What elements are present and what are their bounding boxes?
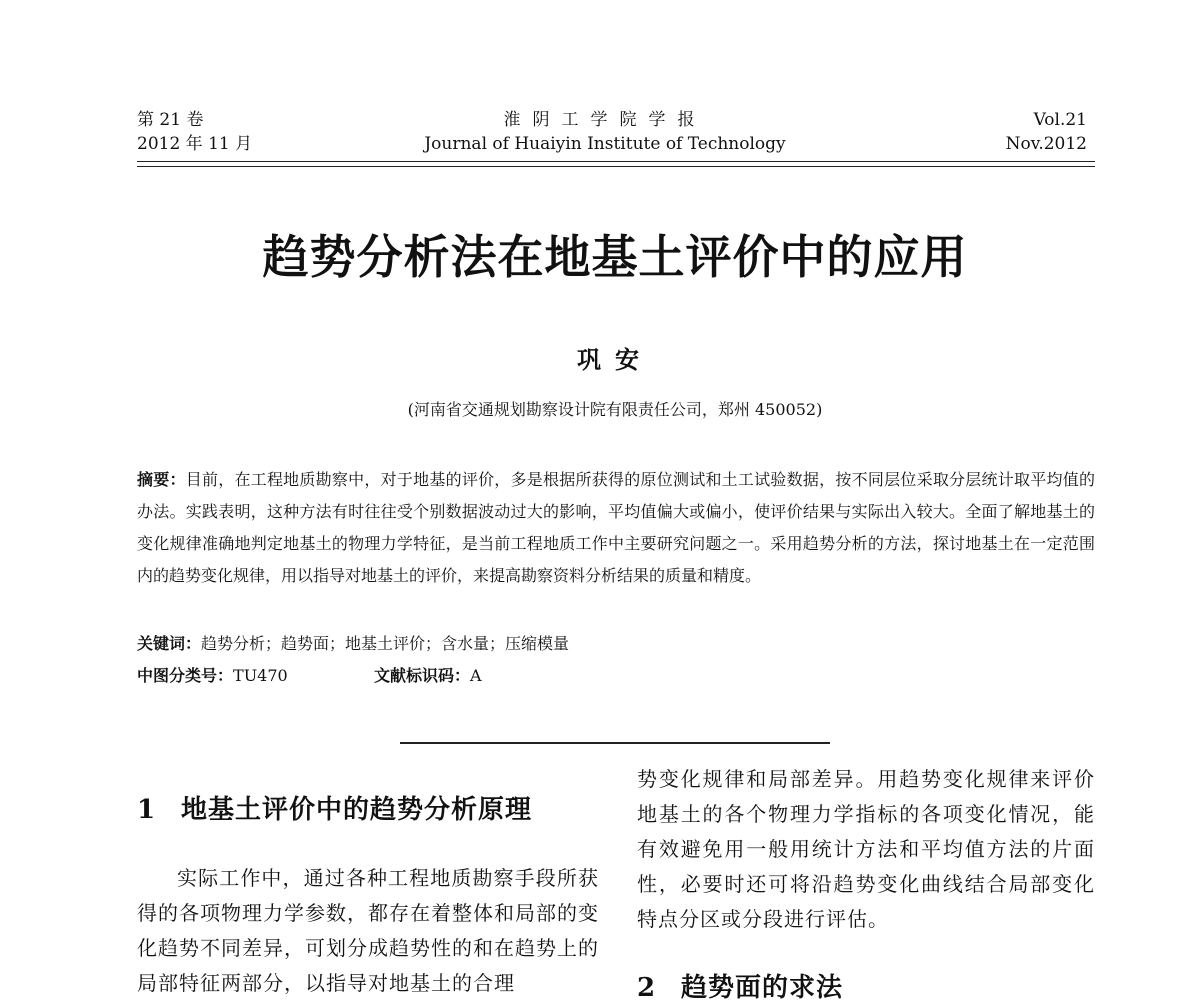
keywords-label: 关键词：	[137, 634, 202, 653]
header-left	[137, 108, 252, 156]
section-1-continued: 势变化规律和局部差异。用趋势变化规律来评价地基土的各个物理力学指标的各项变化情况，能有效避免用一般用统计方法和平均值方法的片面性，必要时还可将沿趋势变化曲线结合局部变化特点分区或分段进行评估。	[637, 767, 1095, 931]
section-2-number: 2	[637, 973, 657, 1003]
header-rule-top	[137, 161, 1095, 162]
document-code-value: A	[470, 666, 482, 685]
affiliation: (河南省交通规划勘察设计院有限责任公司，郑州 450052)	[407, 400, 823, 419]
volume-label: 第 21 卷	[137, 110, 204, 130]
volume-en: Vol.21	[1033, 110, 1087, 130]
section-2-title: 趋势面的求法	[681, 973, 844, 1003]
section-1-heading	[137, 790, 599, 830]
keywords-text: 趋势分析；趋势面；地基土评价；含水量；压缩模量	[201, 634, 570, 653]
document-code	[374, 660, 482, 692]
author: 巩安	[577, 345, 653, 374]
abstract	[137, 464, 1095, 592]
date-en: Nov.2012	[1005, 134, 1087, 154]
issue-date: 2012 年 11 月	[137, 134, 253, 154]
keywords	[137, 628, 569, 660]
classification	[137, 660, 288, 692]
journal-name-en: Journal of Huaiyin Institute of Technology	[424, 134, 786, 154]
separator-rule	[400, 742, 830, 744]
paper-title: 趋势分析法在地基土评价中的应用	[262, 230, 968, 284]
header-center	[300, 108, 910, 156]
section-2-heading	[637, 968, 1095, 1008]
document-code-label: 文献标识码：	[374, 666, 471, 685]
section-1-title: 地基土评价中的趋势分析原理	[181, 795, 533, 825]
journal-name-cn: 淮阴工学院学报	[503, 110, 707, 130]
header-rule-bottom	[137, 166, 1095, 167]
section-1-paragraph: 实际工作中，通过各种工程地质勘察手段所获得的各项物理力学参数，都存在着整体和局部的变化趋势不同差异，可划分成趋势性的和在趋势上的局部特征两部分，以指导对地基土的合理	[137, 866, 599, 995]
section-1-number: 1	[137, 795, 157, 825]
header-right	[960, 108, 1087, 156]
classification-value: TU470	[233, 666, 288, 685]
abstract-label: 摘要：	[137, 470, 186, 489]
classification-label: 中图分类号：	[137, 666, 234, 685]
abstract-text: 目前，在工程地质勘察中，对于地基的评价，多是根据所获得的原位测试和土工试验数据，按不同层位采取分层统计取平均值的办法。实践表明，这种方法有时往往受个别数据波动过大的影响，平均值偏大或偏小，使评价结果与实际出入较大。全面了解地基土的变化规律准确地判定地基土的物理力学特征，是当前工程地质工作中主要研究问题之一。采用趋势分析的方法，探讨地基土在一定范围内的趋势变化规律，用以指导对地基土的评价，来提高勘察资料分析结果的质量和精度。	[137, 470, 1095, 585]
